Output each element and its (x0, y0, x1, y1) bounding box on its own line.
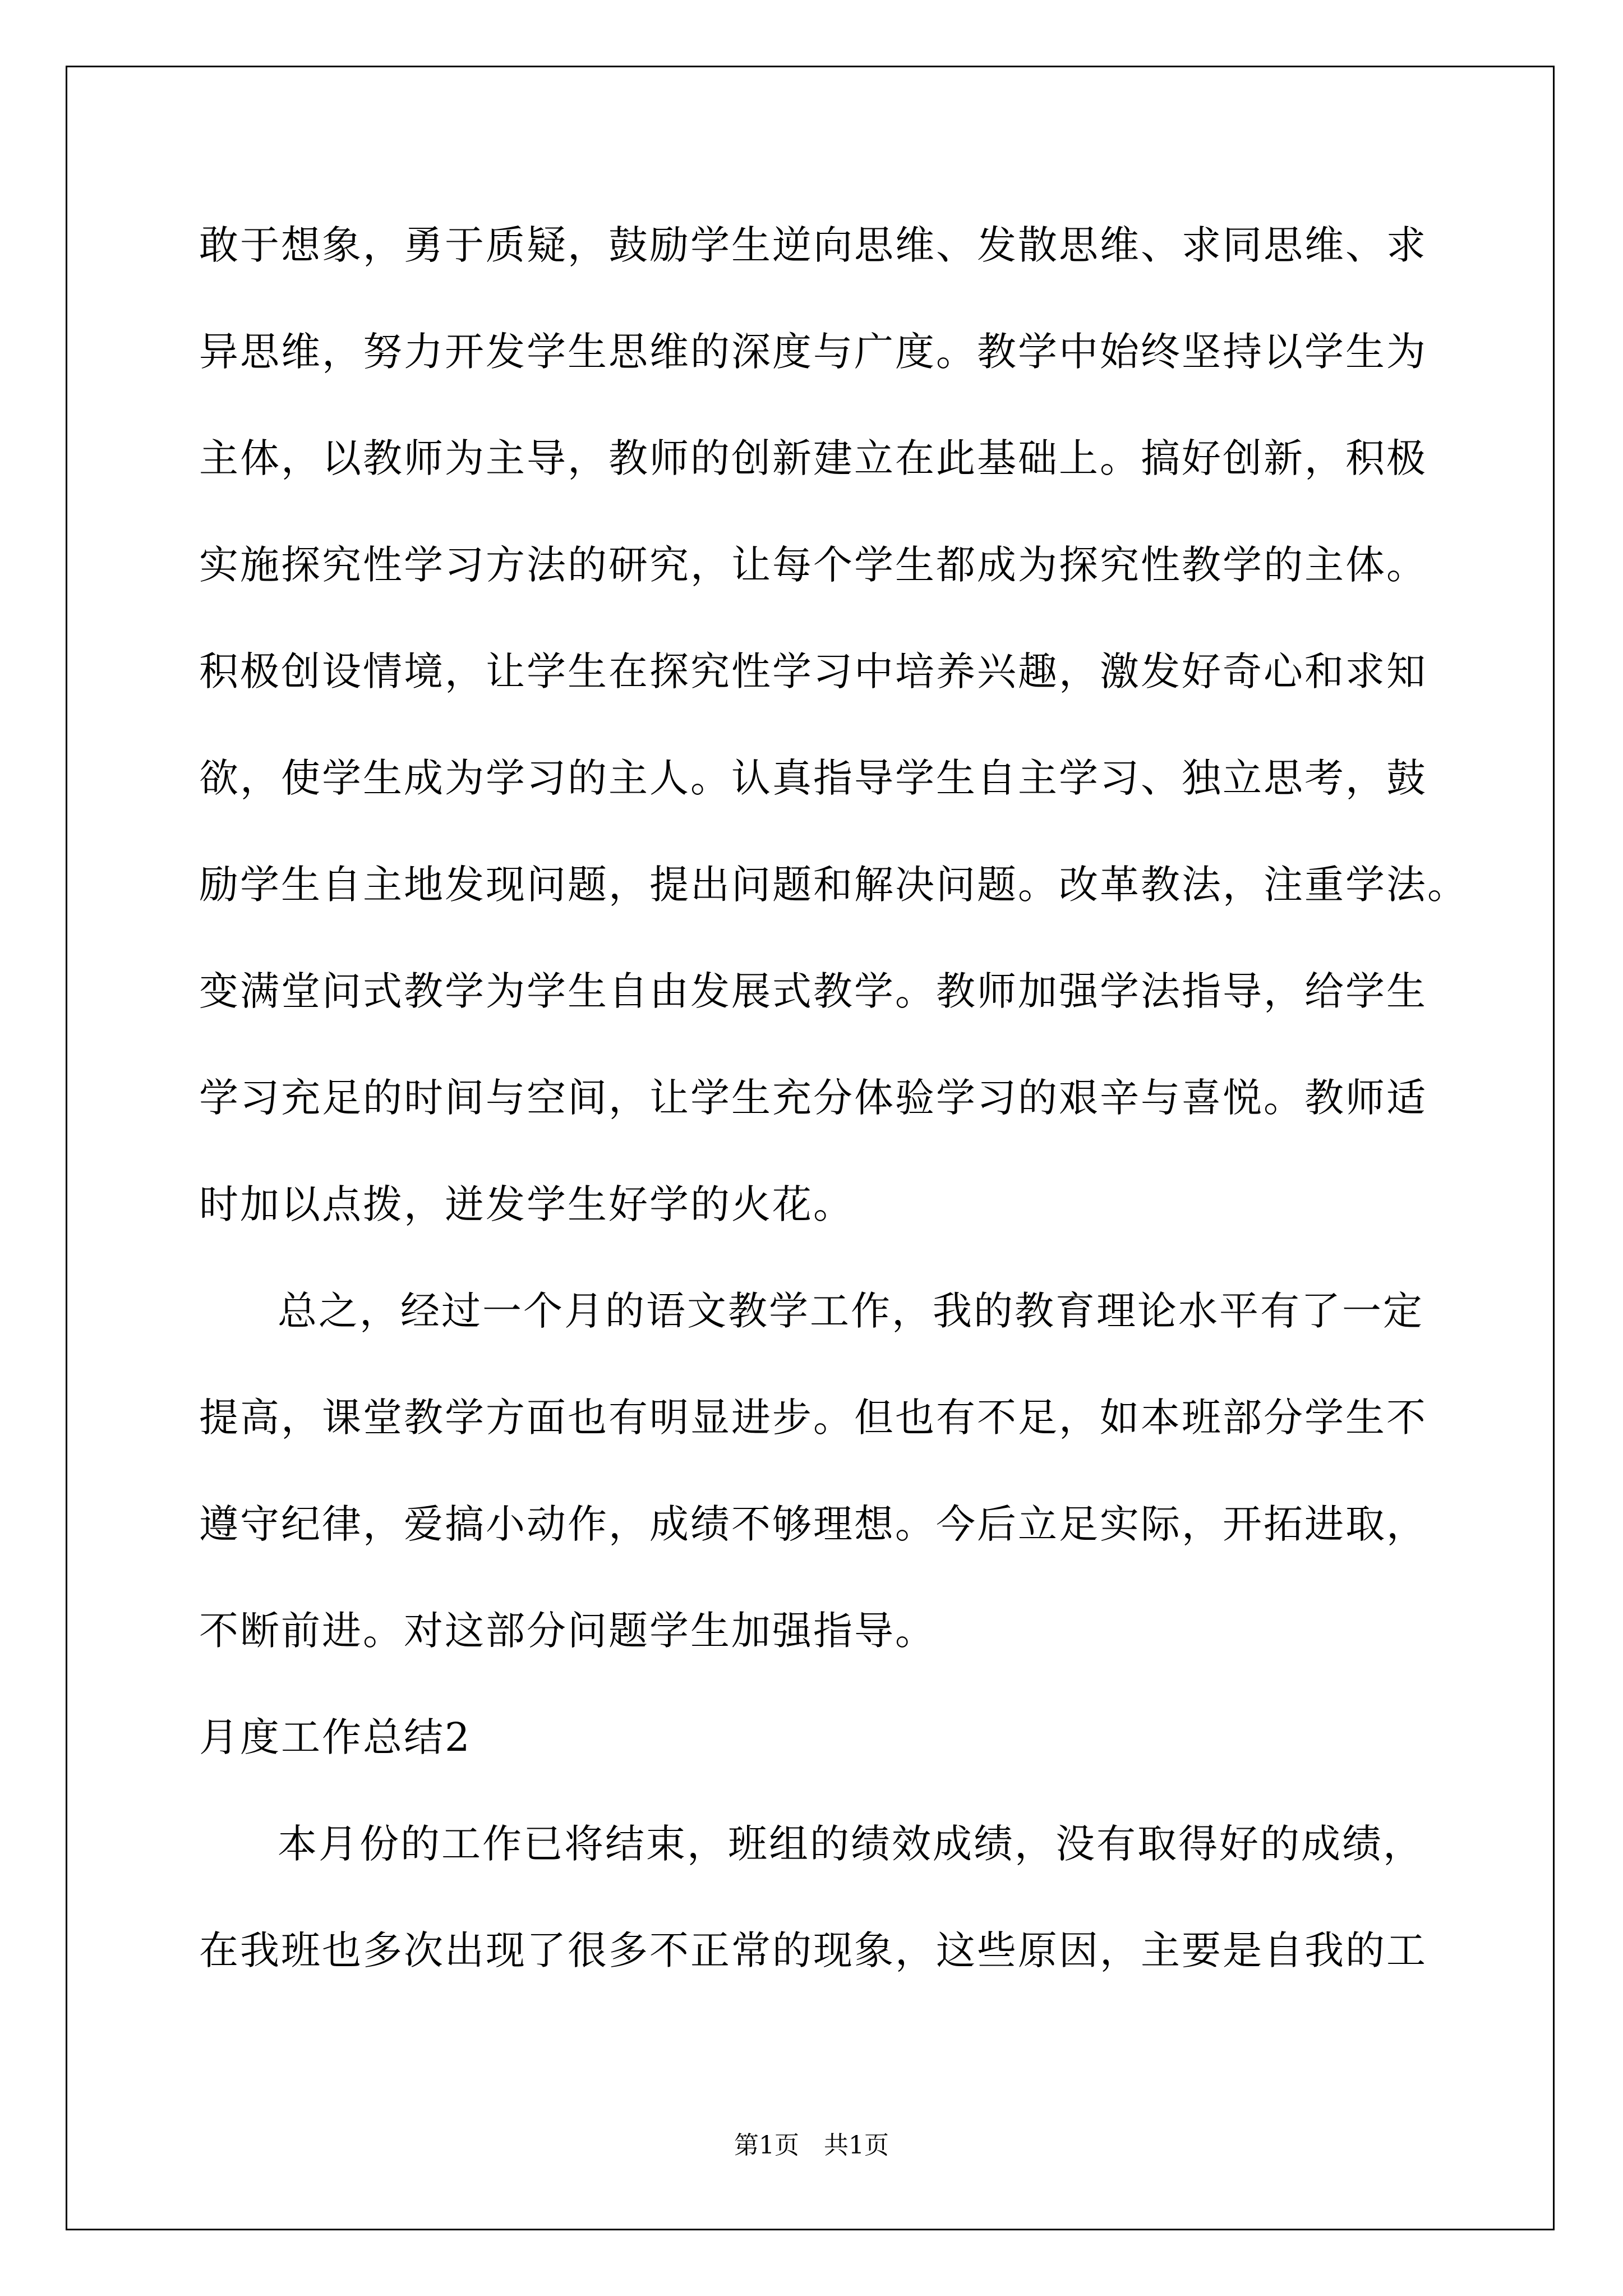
body-line-7: 励学生自主地发现问题，提出问题和解决问题。改革教法，注重学法。 (199, 862, 1468, 908)
body-line-8: 变满堂问式教学为学生自由发展式教学。教师加强学法指导，给学生 (199, 968, 1427, 1014)
body-line-2: 异思维，努力开发学生思维的深度与广度。教学中始终坚持以学生为 (199, 329, 1427, 375)
body-line-14: 不断前进。对这部分问题学生加强指导。 (199, 1608, 936, 1654)
section-heading: 月度工作总结2 (199, 1714, 472, 1760)
body-line-16: 在我班也多次出现了很多不正常的现象，这些原因，主要是自我的工 (199, 1927, 1427, 1973)
body-line-3: 主体，以教师为主导，教师的创新建立在此基础上。搞好创新，积极 (199, 435, 1427, 481)
body-line-1: 敢于想象，勇于质疑，鼓励学生逆向思维、发散思维、求同思维、求 (199, 222, 1427, 268)
body-line-11: 总之，经过一个月的语文教学工作，我的教育理论水平有了一定 (278, 1288, 1424, 1334)
page-border (66, 66, 1555, 2230)
body-line-4: 实施探究性学习方法的研究，让每个学生都成为探究性教学的主体。 (199, 542, 1427, 588)
body-line-15: 本月份的工作已将结束，班组的绩效成绩，没有取得好的成绩， (278, 1821, 1424, 1867)
body-line-6: 欲，使学生成为学习的主人。认真指导学生自主学习、独立思考，鼓 (199, 755, 1427, 801)
page-footer: 第1页 共1页 (734, 2131, 889, 2160)
body-line-5: 积极创设情境，让学生在探究性学习中培养兴趣，激发好奇心和求知 (199, 648, 1427, 694)
body-line-9: 学习充足的时间与空间，让学生充分体验学习的艰辛与喜悦。教师适 (199, 1075, 1427, 1121)
body-line-12: 提高，课堂教学方面也有明显进步。但也有不足，如本班部分学生不 (199, 1395, 1427, 1441)
body-line-13: 遵守纪律，爱搞小动作，成绩不够理想。今后立足实际，开拓进取， (199, 1501, 1427, 1547)
body-line-10: 时加以点拨，迸发学生好学的火花。 (199, 1181, 854, 1227)
